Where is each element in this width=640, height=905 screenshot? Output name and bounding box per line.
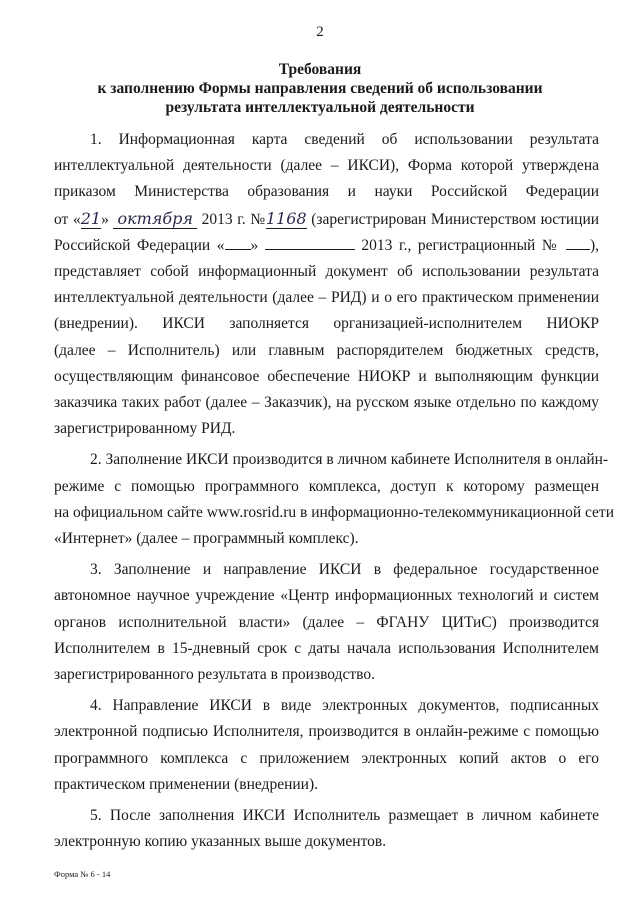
paragraph-line: «Интернет» (далее – программный комплекс).: [54, 530, 359, 548]
blank-day-field: [225, 235, 251, 250]
paragraph-line: приказом Министерства образования и науки Российской Федерации: [54, 183, 599, 201]
registration-prefix: Российской Федерации «: [54, 236, 225, 254]
title-line-1: Требования: [278, 61, 362, 78]
paragraph-line: (далее – Исполнитель) или главным распорядителем бюджетных средств,: [54, 341, 599, 359]
registration-line: [54, 233, 599, 259]
paragraph-4: [54, 693, 599, 798]
paragraph-line: автономное научное учреждение «Центр информационных технологий и систем: [54, 587, 599, 605]
paragraph-line: 5. После заполнения ИКСИ Исполнитель размещает в личном кабинете: [90, 807, 599, 825]
paragraph-line: электронной подписью Исполнителя, производится в онлайн-режиме с помощью: [54, 723, 599, 741]
paragraph-2: [54, 447, 615, 552]
paragraph-line: зарегистрированного результата в производство.: [54, 666, 375, 684]
form-number-footer: Форма № 6 - 14: [54, 869, 111, 879]
order-year-label: 2013 г. №: [201, 210, 266, 228]
paragraph-line: заказчика таких работ (далее – Заказчик), на русском языке отдельно по каждому: [54, 394, 599, 412]
order-from-label: от: [54, 210, 69, 228]
paragraph-line: осуществляющим финансовое обеспечение НИОКР и выполняющим функции: [54, 367, 599, 385]
order-date-quote-open: «: [72, 210, 81, 228]
paragraph-line: практическом применении (внедрении).: [54, 775, 318, 793]
title-line-2: к заполнению Формы направления сведений об использовании: [97, 80, 543, 97]
handwritten-order-number: 1168: [265, 208, 307, 228]
paragraph-line: органов исполнительной власти» (далее – ФГАНУ ЦИТиС) производится: [54, 613, 599, 631]
title-line-3: результата интеллектуальной деятельности: [165, 99, 475, 116]
page-number: 2: [316, 24, 324, 40]
handwritten-month: октября: [113, 209, 197, 229]
paragraph-line: 3. Заполнение и направление ИКСИ в федеральное государственное: [90, 561, 599, 579]
blank-month-field: [265, 235, 355, 250]
paragraph-line: режиме с помощью программного комплекса, доступ к которому размещен: [54, 477, 599, 495]
registration-quote-close: »: [250, 236, 259, 254]
order-date-line: [54, 206, 599, 233]
paragraph-3: [54, 557, 599, 688]
paragraph-line: программного комплекса с приложением электронных копий актов о его: [54, 749, 599, 767]
handwritten-day: 21: [80, 208, 102, 228]
paragraph-line: (внедрении). ИКСИ заполняется организацией-исполнителем НИОКР: [54, 315, 599, 333]
order-registration-note: (зарегистрирован Министерством юстиции: [311, 210, 600, 228]
paragraph-line: электронную копию указанных выше документов.: [54, 833, 387, 851]
paragraph-line: Исполнителем в 15-дневный срок с даты начала использования Исполнителем: [54, 639, 599, 657]
paragraph-line: зарегистрированному РИД.: [54, 420, 236, 438]
paragraph-line: интеллектуальной деятельности (далее – РИД) и о его практическом применении: [54, 289, 599, 307]
document-body: [54, 127, 615, 855]
blank-number-field: [566, 235, 590, 250]
paragraph-line: 2. Заполнение ИКСИ производится в личном кабинете Исполнителя в онлайн-: [90, 451, 609, 469]
registration-close: ),: [589, 236, 600, 254]
paragraph-5: [54, 803, 599, 855]
paragraph-line: интеллектуальной деятельности (далее – ИКСИ), Форма которой утверждена: [54, 157, 599, 175]
paragraph-line: на официальном сайте www.rosrid.ru в информационно-телекоммуникационной сети: [54, 503, 615, 521]
paragraph-line: 4. Направление ИКСИ в виде электронных документов, подписанных: [90, 697, 599, 715]
paragraph-line: 1. Информационная карта сведений об использовании результата: [90, 131, 599, 148]
paragraph-line: представляет собой информационный документ об использовании результата: [54, 263, 599, 281]
paragraph-1: [54, 127, 599, 442]
order-date-quote-close: »: [101, 210, 109, 228]
registration-year-label: 2013 г., регистрационный №: [361, 236, 560, 254]
document-title: [40, 60, 600, 117]
